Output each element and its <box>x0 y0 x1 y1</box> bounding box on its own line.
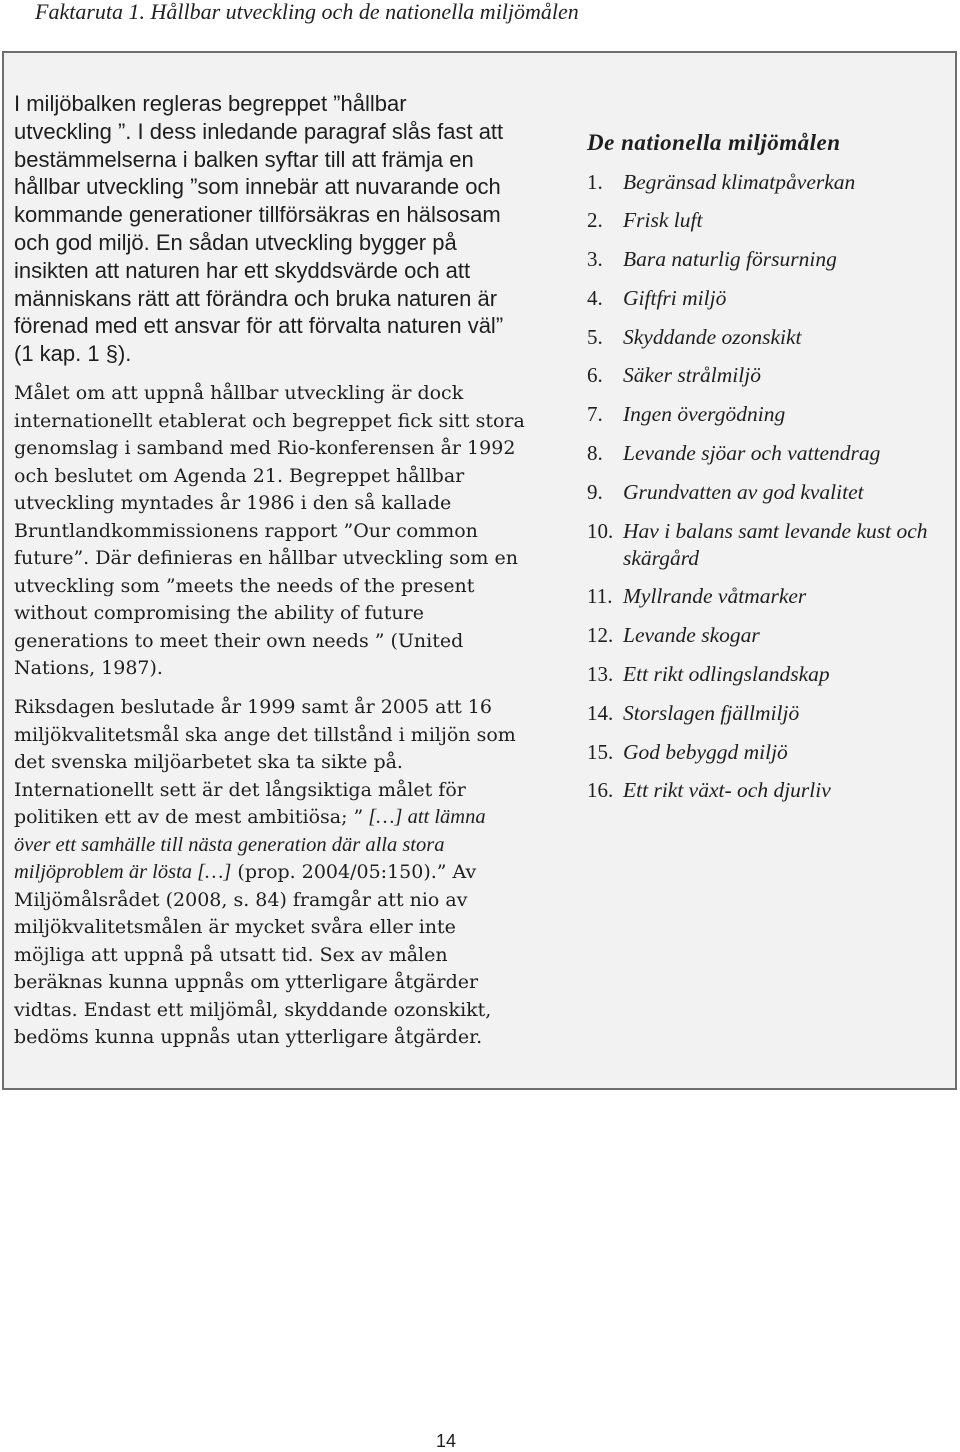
goal-label: Bara naturlig försurning <box>623 247 837 272</box>
goal-number: 7. <box>587 402 603 427</box>
goal-number: 5. <box>587 324 603 349</box>
sustainability-text-line: Nations, 1987). <box>14 657 163 680</box>
intro-paragraph <box>14 90 503 368</box>
goal-item <box>587 583 948 610</box>
goal-label: Ett rikt växt- och djurliv <box>623 778 831 803</box>
riksdag-text-line: miljökvalitetsmålen är mycket svåra eller inte <box>14 916 456 939</box>
goal-label: Skyddande ozonskikt <box>623 324 802 349</box>
goals-list <box>587 169 948 817</box>
goal-label: Myllrande våtmarker <box>623 584 807 609</box>
sustainability-text-line: future”. Där definieras en hållbar utveckling som en <box>14 547 518 570</box>
sustainability-text-line: genomslag i samband med Rio-konferensen år 1992 <box>14 437 516 460</box>
goal-number: 2. <box>587 208 603 233</box>
goal-item <box>587 777 948 804</box>
sustainability-text-line: och beslutet om Agenda 21. Begreppet hållbar <box>14 464 465 487</box>
intro-text-line: I miljöbalken regleras begreppet ”hållbar <box>14 91 407 116</box>
riksdag-text-line: Internationellt sett är det långsiktiga målet för <box>14 778 466 801</box>
riksdag-text-line: vidtas. Endast ett miljömål, skyddande ozonskikt, <box>14 998 492 1021</box>
intro-text-line: insikten att naturen har ett skyddsvärde och att <box>14 257 471 283</box>
intro-text-line: utveckling ”. I dess inledande paragraf slås fast att <box>14 118 504 144</box>
riksdag-text-line <box>14 804 516 832</box>
sustainability-text-line: internationellt etablerat och begreppet fick sitt stora <box>14 409 525 432</box>
goal-number: 13. <box>587 662 614 687</box>
goal-label: Storslagen fjällmiljö <box>623 700 800 725</box>
goal-label: Giftfri miljö <box>623 285 727 310</box>
quote-text: över ett samhälle till nästa generation där alla stora <box>14 833 445 856</box>
riksdag-text-line: möjliga att uppnå på utsatt tid. Sex av målen <box>14 943 448 966</box>
goal-item <box>587 207 948 234</box>
goal-number: 14. <box>587 700 614 725</box>
sustainability-text-line: utveckling som ”meets the needs of the present <box>14 574 475 597</box>
goal-label: Ett rikt odlingslandskap <box>623 662 830 687</box>
riksdag-text-line <box>14 859 516 887</box>
goal-number: 3. <box>587 247 603 272</box>
goal-item <box>587 518 948 572</box>
goal-label: Begränsad klimatpåverkan <box>623 169 856 194</box>
goal-label: Hav i balans samt levande kust och skärgård <box>623 518 928 570</box>
riksdag-text-line: det svenska miljöarbetet ska ta sikte på. <box>14 751 403 774</box>
goal-item <box>587 622 948 649</box>
quote-lead-in: politiken ett av de mest ambitiösa; ” <box>14 806 364 829</box>
sustainability-text-line: Bruntlandkommissionens rapport ”Our common <box>14 519 478 542</box>
riksdag-text-line: miljökvalitetsmål ska ange det tillstånd i miljön som <box>14 723 516 746</box>
goal-number: 10. <box>587 518 614 543</box>
sustainability-text-line: Målet om att uppnå hållbar utveckling är dock <box>14 382 464 405</box>
goal-number: 11. <box>587 584 613 609</box>
goal-item <box>587 246 948 273</box>
riksdag-text-line: bedöms kunna uppnås utan ytterligare åtgärder. <box>14 1026 483 1049</box>
page-title: Faktaruta 1. Hållbar utveckling och de nationella miljömålen <box>35 0 579 24</box>
goal-number: 1. <box>587 169 603 194</box>
goal-label: Grundvatten av god kvalitet <box>623 479 864 504</box>
quote-text: […] att lämna <box>368 806 486 829</box>
goal-number: 8. <box>587 441 603 466</box>
riksdag-text-line: beräknas kunna uppnås om ytterligare åtgärder <box>14 971 479 994</box>
sustainability-text-line: without compromising the ability of future <box>14 602 424 625</box>
goal-item <box>587 440 948 467</box>
goal-number: 12. <box>587 623 614 648</box>
goal-label: Säker strålmiljö <box>623 363 761 388</box>
riksdag-text-line <box>14 832 516 860</box>
sustainability-text-line: utveckling myntades år 1986 i den så kallade <box>14 492 452 515</box>
fact-box <box>2 51 957 1090</box>
sustainability-paragraph <box>14 380 525 683</box>
goal-label: God bebyggd miljö <box>623 739 788 764</box>
intro-text-line: människans rätt att förändra och bruka naturen är <box>14 285 498 311</box>
page-number: 14 <box>436 1431 457 1451</box>
goal-label: Levande sjöar och vattendrag <box>623 441 881 466</box>
goal-number: 6. <box>587 363 603 388</box>
riksdag-paragraph <box>14 694 516 1052</box>
goal-number: 15. <box>587 739 614 764</box>
riksdag-text-line: Miljömålsrådet (2008, s. 84) framgår att nio av <box>14 888 468 911</box>
goal-item <box>587 739 948 766</box>
goal-item <box>587 661 948 688</box>
goal-item <box>587 169 948 196</box>
intro-text-line: förenad med ett ansvar för att förvalta naturen väl” <box>14 313 504 339</box>
goal-item <box>587 285 948 312</box>
goal-label: Levande skogar <box>623 623 760 648</box>
goal-number: 16. <box>587 778 614 803</box>
goal-label: Ingen övergödning <box>623 402 786 427</box>
goal-item <box>587 324 948 351</box>
goal-label: Frisk luft <box>623 208 703 233</box>
riksdag-text-line: Riksdagen beslutade år 1999 samt år 2005 att 16 <box>14 696 492 719</box>
goal-number: 9. <box>587 479 603 504</box>
intro-text-line: kommande generationer tillförsäkras en hälsosam <box>14 202 501 228</box>
goal-item <box>587 401 948 428</box>
goal-number: 4. <box>587 285 603 310</box>
citation-text: (prop. 2004/05:150).” Av <box>231 861 477 884</box>
sustainability-text-line: generations to meet their own needs ” (United <box>14 629 464 652</box>
intro-text-line: hållbar utveckling ”som innebär att nuvarande och <box>14 174 501 200</box>
quote-text: miljöproblem är lösta […] <box>14 861 232 884</box>
goal-item <box>587 479 948 506</box>
intro-text-line: bestämmelserna i balken syftar till att främja en <box>14 146 474 172</box>
goals-heading: De nationella miljömålen <box>587 130 841 155</box>
intro-text-line: och god miljö. En sådan utveckling bygger på <box>14 229 457 255</box>
goal-item <box>587 700 948 727</box>
goal-item <box>587 362 948 389</box>
intro-text-line: (1 kap. 1 §). <box>14 341 132 367</box>
